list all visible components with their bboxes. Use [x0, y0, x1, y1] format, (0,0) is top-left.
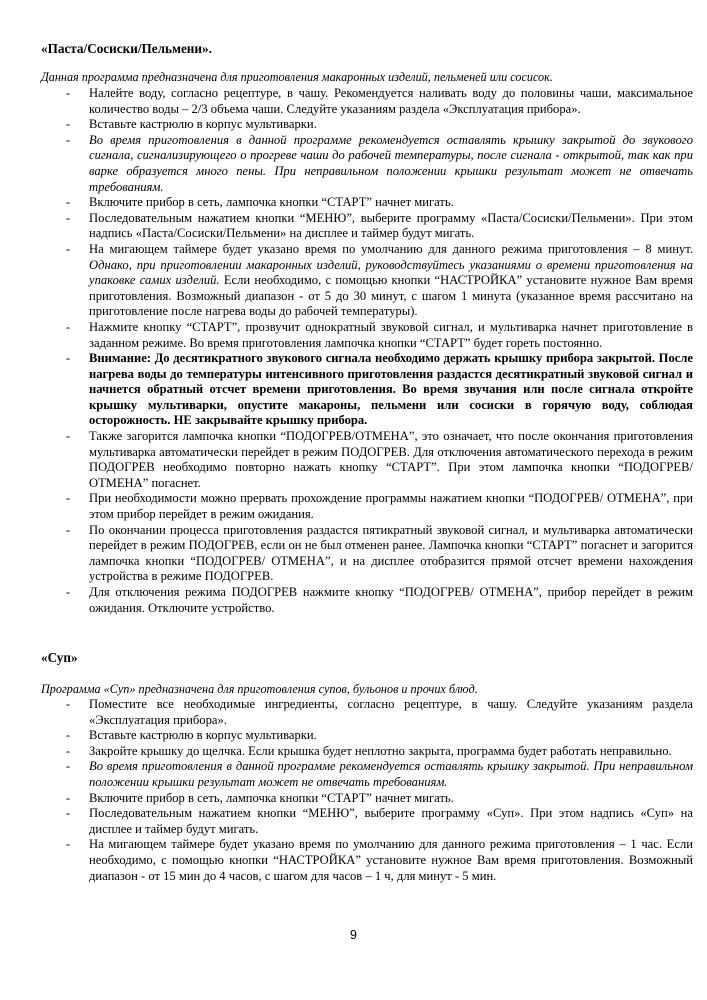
list-item: - Во время приготовления в данной программе рекомендуется оставлять крышку закрытой. При неправильном положении крышки результат может не отвечать требованиям.: [0, 759, 707, 790]
list-item-text: На мигающем таймере будет указано время по умолчанию для данного режима приготовления – 8 минут.: [89, 241, 693, 256]
list-item: - Закройте крышку до щелчка. Если крышка будет неплотно закрыта, программа будет работать неправильно.: [0, 744, 707, 760]
list-item: - Также загорится лампочка кнопки “ПОДОГРЕВ/ОТМЕНА”, это означает, что после окончания приготовления мультиварка автоматически перейдет в режим ПОДОГРЕВ. Для отключения автоматического перехода в режим ПОДОГРЕВ необходимо повторно нажать кнопку “СТАРТ”. При этом лампочка кнопки “ПОДОГРЕВ/ОТМЕНА” погаснет.: [0, 429, 707, 491]
list-item: - По окончании процесса приготовления раздастся пятикратный звуковой сигнал, и мультиварка автоматически перейдет в режим ПОДОГРЕВ, если он не был отменен ранее. Лампочка кнопки “СТАРТ” погаснет и загорится лампочка кнопки “ПОДОГРЕВ/ ОТМЕНА”, и на дисплее отобразится прямой отсчет времени нахождения устройства в режиме ПОДОГРЕВ.: [0, 523, 707, 585]
list-item-warning: - Внимание: До десятикратного звукового сигнала необходимо держать крышку прибора закрытой. После нагрева воды до температуры интенсивного приготовления раздастся десятикратный звуковой сигнал и начнется обратный отсчет времени приготовления. Во время звучания или после сигнала откройте крышку мультиварки, опустите макароны, пельмени или сосиски в горячую воду, соблюдая осторожность. НЕ закрывайте крышку прибора.: [0, 351, 707, 429]
list-item: - Для отключения режима ПОДОГРЕВ нажмите кнопку “ПОДОГРЕВ/ ОТМЕНА”, прибор перейдет в режим ожидания. Отключите устройство.: [0, 585, 707, 616]
list-item: - На мигающем таймере будет указано время по умолчанию для данного режима приготовления – 1 час. Если необходимо, с помощью кнопки “НАСТРОЙКА” установите нужное Вам время приготовления. Возможный диапазон - от 15 мин до 4 часов, с шагом для часов – 1 ч, для минут - 5 мин.: [0, 837, 707, 884]
section-title-soup: «Суп»: [41, 650, 78, 665]
section-intro-soup: Программа «Суп» предназначена для приготовления супов, бульонов и прочих блюд.: [41, 682, 478, 696]
page-number: 9: [350, 928, 357, 942]
list-item-note: Однако, при приготовлении макаронных изделий, руководствуйтесь указаниями о времени приготовления на упаковке самих изделий.: [89, 257, 693, 288]
list-item: - При необходимости можно прервать прохождение программы нажатием кнопки “ПОДОГРЕВ/ ОТМЕНА”, при этом прибор перейдет в режим ожидания.: [0, 491, 707, 522]
list-item: - Вставьте кастрюлю в корпус мультиварки.: [0, 117, 707, 133]
list-item: [0, 242, 707, 320]
list-item: - Нажмите кнопку “СТАРТ”, прозвучит однократный звуковой сигнал, и мультиварка начнет приготовление в заданном режиме. Во время приготовления лампочка кнопки “СТАРТ” будет гореть постоянно.: [0, 320, 707, 351]
list-item: - Во время приготовления в данной программе рекомендуется оставлять крышку закрытой до звукового сигнала, сигнализирующего о прогреве чаши до рабочей температуры, после сигнала - открытой, так как при варке образуется много пены. При неправильном положении крышки результат может не отвечать требованиям.: [0, 133, 707, 195]
list-item: - Последовательным нажатием кнопки “МЕНЮ”, выберите программу «Суп». При этом надпись «Суп» на дисплее и таймер будут мигать.: [0, 806, 707, 837]
instruction-list-soup: [0, 697, 707, 884]
instruction-list-pasta: [0, 86, 707, 616]
list-item: - Последовательным нажатием кнопки “МЕНЮ”, выберите программу «Паста/Сосиски/Пельмени». При этом надпись «Паста/Сосиски/Пельмени» на дисплее и таймер будут мигать.: [0, 211, 707, 242]
list-item: - Поместите все необходимые ингредиенты, согласно рецептуре, в чашу. Следуйте указаниям раздела «Эксплуатация прибора».: [0, 697, 707, 728]
list-item-text: Если необходимо, с помощью кнопки “НАСТРОЙКА” установите нужное Вам время приготовления. Возможный диапазон - от 5 до 30 минут, с шагом 1 минута (указанное время рассчитано на приготовление после нагрева воды до рабочей температуры).: [89, 273, 693, 319]
list-item: - Налейте воду, согласно рецептуре, в чашу. Рекомендуется наливать воду до половины чаши, максимальное количество воды – 2/3 объема чаши. Следуйте указаниям раздела «Эксплуатация прибора».: [0, 86, 707, 117]
section-intro-pasta: Данная программа предназначена для приготовления макаронных изделий, пельменей или сосисок.: [41, 70, 553, 84]
list-item: - Вставьте кастрюлю в корпус мультиварки.: [0, 728, 707, 744]
section-title-pasta: «Паста/Сосиски/Пельмени».: [41, 41, 212, 56]
list-item: - Включите прибор в сеть, лампочка кнопки “СТАРТ” начнет мигать.: [0, 195, 707, 211]
list-item: - Включите прибор в сеть, лампочка кнопки “СТАРТ” начнет мигать.: [0, 791, 707, 807]
